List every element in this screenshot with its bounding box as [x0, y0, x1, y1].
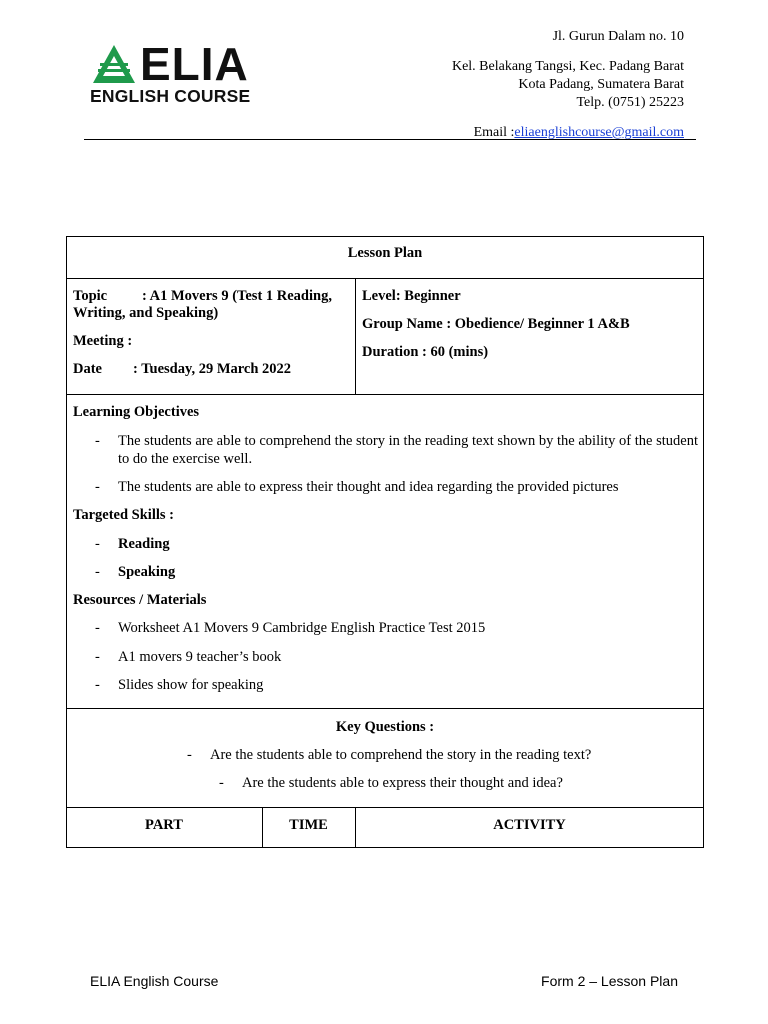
resource-item: A1 movers 9 teacher’s book [118, 649, 282, 665]
key-question-item: Are the students able to comprehend the story in the reading text? [210, 747, 592, 763]
key-question-item: Are the students able to express their thought and idea? [242, 775, 563, 791]
skill-item: Reading [118, 536, 170, 552]
bullet-dash: - [187, 747, 192, 763]
row-divider [66, 394, 704, 395]
group-name-text: Group Name : Obedience/ Beginner 1 A&B [362, 316, 630, 332]
meeting-label: Meeting : [73, 333, 133, 349]
column-header-time: TIME [289, 817, 328, 833]
topic-value: : A1 Movers 9 (Test 1 Reading, [142, 288, 332, 304]
level-text: Level: Beginner [362, 288, 461, 304]
column-divider [355, 278, 356, 394]
address-line-1: Jl. Gurun Dalam no. 10 [552, 29, 684, 44]
footer-left: ELIA English Course [90, 973, 219, 989]
elia-logo-icon [92, 44, 136, 84]
topic-label: Topic [73, 288, 108, 304]
topic-value-continued: Writing, and Speaking) [73, 305, 219, 321]
table-title: Lesson Plan [347, 245, 423, 261]
bullet-dash: - [95, 564, 100, 580]
objective-item: The students are able to comprehend the story in the reading text shown by the ability of the student to do the exercise well. [118, 433, 698, 467]
resources-heading: Resources / Materials [73, 592, 207, 608]
phone-line: Telp. (0751) 25223 [576, 95, 684, 110]
header-divider [84, 139, 696, 140]
skills-heading: Targeted Skills : [73, 507, 174, 523]
row-divider [66, 278, 704, 279]
email-label: Email : [473, 125, 515, 140]
key-questions-heading: Key Questions : [335, 719, 435, 735]
bullet-dash: - [95, 433, 100, 449]
date-value: : Tuesday, 29 March 2022 [133, 361, 292, 377]
bullet-dash: - [219, 775, 224, 791]
objectives-heading: Learning Objectives [73, 404, 200, 420]
bullet-dash: - [95, 649, 100, 665]
skill-item: Speaking [118, 564, 176, 580]
logo-subtitle: ENGLISH COURSE [90, 86, 251, 106]
bullet-dash: - [95, 536, 100, 552]
date-label: Date [73, 361, 102, 377]
bullet-dash: - [95, 620, 100, 636]
logo-wordmark: ELIA [140, 38, 249, 90]
row-divider [66, 708, 704, 709]
bullet-dash: - [95, 479, 100, 495]
email-link[interactable]: eliaenglishcourse@gmail.com [514, 125, 684, 140]
objective-item: The students are able to express their thought and idea regarding the provided pictures [118, 479, 619, 495]
footer-right: Form 2 – Lesson Plan [541, 973, 678, 989]
resource-item: Slides show for speaking [118, 677, 264, 693]
address-line-2: Kel. Belakang Tangsi, Kec. Padang Barat [451, 59, 684, 74]
column-header-part: PART [145, 817, 183, 833]
column-header-activity: ACTIVITY [493, 817, 566, 833]
resource-item: Worksheet A1 Movers 9 Cambridge English Practice Test 2015 [118, 620, 486, 636]
bullet-dash: - [95, 677, 100, 693]
row-divider [66, 807, 704, 808]
address-line-3: Kota Padang, Sumatera Barat [518, 77, 684, 92]
duration-text: Duration : 60 (mins) [362, 344, 489, 360]
